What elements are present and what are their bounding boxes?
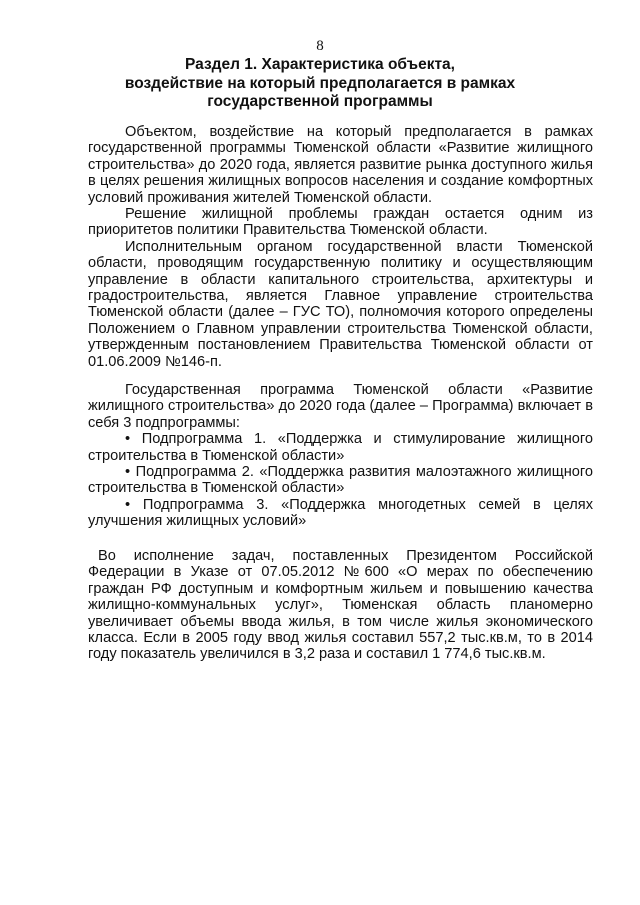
subprogram-item	[88, 464, 593, 497]
subprogram-text: Подпрограмма 2. «Поддержка развития малоэтажного жилищного строительства в Тюменской области»	[88, 464, 594, 497]
bullet-icon: •	[125, 431, 131, 448]
subprogram-text: Подпрограмма 3. «Поддержка многодетных семей в целях улучшения жилищных условий»	[88, 496, 593, 530]
bullet-icon: •	[125, 496, 131, 513]
paragraph-executive-body: Исполнительным органом государственной власти Тюменской области, проводящим государственную политику и осуществляющим управление в области капитального строительства, архитектуры и градостроительства, является Главное управление строительства Тюменской области (далее – ГУС ТО), полномочия которого определены Положением о Главном управлении строительства Тюменской области, утвержденным постановлением Правительства Тюменской области от 01.06.2009 №146-п.	[88, 238, 593, 370]
paragraph-object: Объектом, воздействие на который предполагается в рамках государственной программы Тюменской области «Развитие жилищного строительства» до 2020 года, является развитие рынка доступного жилья в целях решения жилищных вопросов населения и создание комфортных условий проживания жителей Тюменской области.	[88, 124, 593, 206]
subprogram-list	[88, 431, 593, 529]
bullet-icon: •	[125, 464, 131, 481]
program-block	[88, 382, 593, 530]
section-title	[88, 56, 552, 112]
subprogram-item	[88, 431, 593, 464]
intro-block	[88, 124, 593, 370]
page-number: 8	[316, 38, 324, 54]
paragraph-decree: Во исполнение задач, поставленных Президентом Российской Федерации в Указе от 07.05.2012 №600 «О мерах по обеспечению граждан РФ доступным и комфортным жильем и повышению качества жилищно-коммунальных услуг», Тюменская область планомерно увеличивает объемы ввода жилья, в том числе жилья экономического класса. Если в 2005 году ввод жилья составил 557,2 тыс.кв.м, то в 2014 году показатель увеличился в 3,2 раза и составил 1 774,6 тыс.кв.м.	[88, 548, 593, 663]
subprogram-text: Подпрограмма 1. «Поддержка и стимулирование жилищного строительства в Тюменской области»	[88, 431, 593, 464]
paragraph-priority: Решение жилищной проблемы граждан остается одним из приоритетов политики Правительства Тюменской области.	[88, 206, 593, 239]
section-title-line-1: Раздел 1. Характеристика объекта,	[185, 56, 455, 73]
section-title-line-2: воздействие на который предполагается в рамках	[124, 74, 516, 92]
subprogram-item	[88, 497, 593, 530]
decree-block	[88, 548, 593, 663]
paragraph-program: Государственная программа Тюменской области «Развитие жилищного строительства» до 2020 года (далее – Программа) включает в себя 3 подпрограммы:	[88, 382, 593, 431]
section-title-line-3: государственной программы	[207, 93, 433, 110]
